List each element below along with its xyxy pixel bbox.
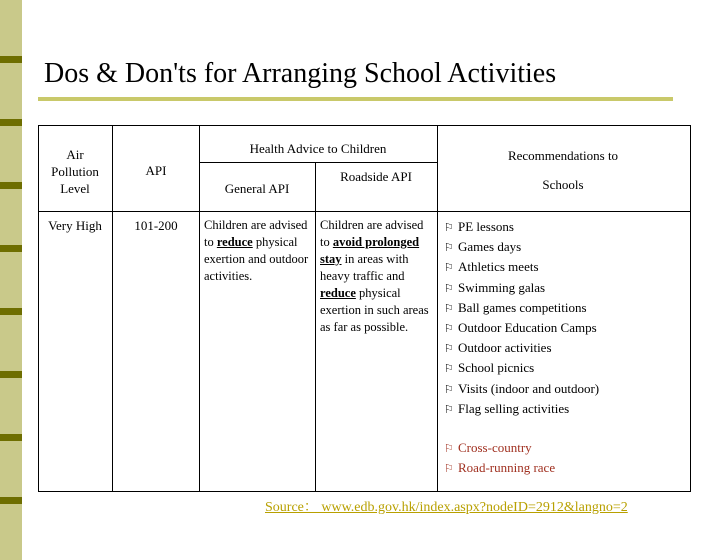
list-item-label: PE lessons (458, 219, 514, 234)
sidebar-block (0, 189, 22, 245)
table-col-divider (112, 125, 113, 491)
roadside-advice-text-end: physical exertion in such areas as far as possible. (320, 286, 429, 334)
list-item (444, 318, 684, 338)
list-item-label: Swimming galas (458, 279, 546, 295)
list-item (444, 458, 684, 478)
general-advice-text-end: physical exertion and outdoor activities. (204, 235, 309, 283)
list-item (444, 438, 684, 458)
table-row-divider (199, 162, 437, 163)
page-title: Dos & Don'ts for Arranging School Activities (44, 58, 557, 89)
list-item (444, 237, 684, 257)
sidebar-block (0, 63, 22, 119)
list-item-label: Flag selling activities (458, 400, 570, 416)
header-air-pollution-level (40, 146, 110, 197)
flag-icon: ⚐ (444, 322, 454, 335)
flag-icon: ⚐ (444, 222, 454, 234)
title-underline (38, 97, 673, 101)
list-item-label: School picnics (458, 360, 535, 376)
list-item (444, 399, 684, 419)
list-item-label: Road-running race (458, 460, 556, 475)
flag-icon: ⚐ (444, 262, 454, 275)
header-air-line3: Level (60, 181, 90, 196)
list-item-label: Outdoor activities (458, 340, 552, 356)
recommendation-list (444, 217, 684, 419)
header-roadside-api: Roadside API (340, 169, 412, 184)
header-api: API (145, 163, 167, 178)
general-advice-emphasis: reduce (216, 235, 253, 249)
roadside-advice-text-mid: in areas with heavy traffic and (320, 252, 409, 283)
flag-icon: ⚐ (444, 363, 454, 376)
list-item-label: Outdoor Education Camps (458, 319, 597, 335)
flag-icon: ⚐ (444, 383, 454, 396)
sidebar-block (0, 0, 22, 56)
table-border-left (38, 125, 39, 491)
flag-icon: ⚐ (444, 242, 454, 255)
sidebar-block (0, 378, 22, 434)
list-item-label: Games days (458, 239, 522, 255)
restricted-activity-list (444, 438, 684, 478)
cell-roadside-advice (320, 217, 434, 336)
header-health-advice: Health Advice to Children (249, 141, 387, 156)
list-item-label: Cross-country (458, 440, 532, 455)
sidebar-block (0, 126, 22, 182)
list-item-label: Athletics meets (458, 259, 539, 275)
header-air-line2: Pollution (51, 164, 99, 179)
roadside-advice-text: Children are advised to (320, 218, 424, 249)
flag-icon: ⚐ (444, 403, 454, 416)
cell-general-advice (204, 217, 312, 285)
list-item (444, 278, 684, 298)
flag-icon: ⚐ (444, 282, 454, 295)
list-item (444, 217, 684, 237)
table-header-divider (38, 211, 691, 212)
roadside-advice-emphasis: avoid prolonged stay (320, 235, 420, 266)
sidebar-block (0, 252, 22, 308)
flag-icon: ⚐ (444, 343, 454, 356)
header-general-api: General API (224, 181, 290, 196)
list-item (444, 298, 684, 318)
header-schools: Schools (542, 177, 584, 192)
flag-icon: ⚐ (444, 302, 454, 315)
list-item (444, 379, 684, 399)
sidebar-block (0, 315, 22, 371)
list-item (444, 358, 684, 378)
general-advice-text: Children are advised to (204, 218, 308, 249)
roadside-advice-emphasis-2: reduce (320, 286, 356, 300)
list-item-label: Visits (indoor and outdoor) (458, 380, 600, 396)
cell-api-range: 101-200 (134, 218, 178, 233)
flag-icon: ⚐ (444, 443, 454, 455)
list-item (444, 257, 684, 277)
flag-icon: ⚐ (444, 463, 454, 475)
list-item (444, 338, 684, 358)
header-recommendations: Recommendations to (507, 148, 619, 163)
source-link[interactable]: Source： www.edb.gov.hk/index.aspx?nodeID=2912&langno=2 (265, 500, 628, 515)
cell-level: Very High (48, 218, 102, 233)
sidebar-block (0, 441, 22, 497)
sidebar-block (0, 504, 22, 560)
header-air-line1: Air (66, 147, 84, 162)
table-border-right (690, 125, 691, 491)
list-item-label: Ball games competitions (458, 299, 587, 315)
